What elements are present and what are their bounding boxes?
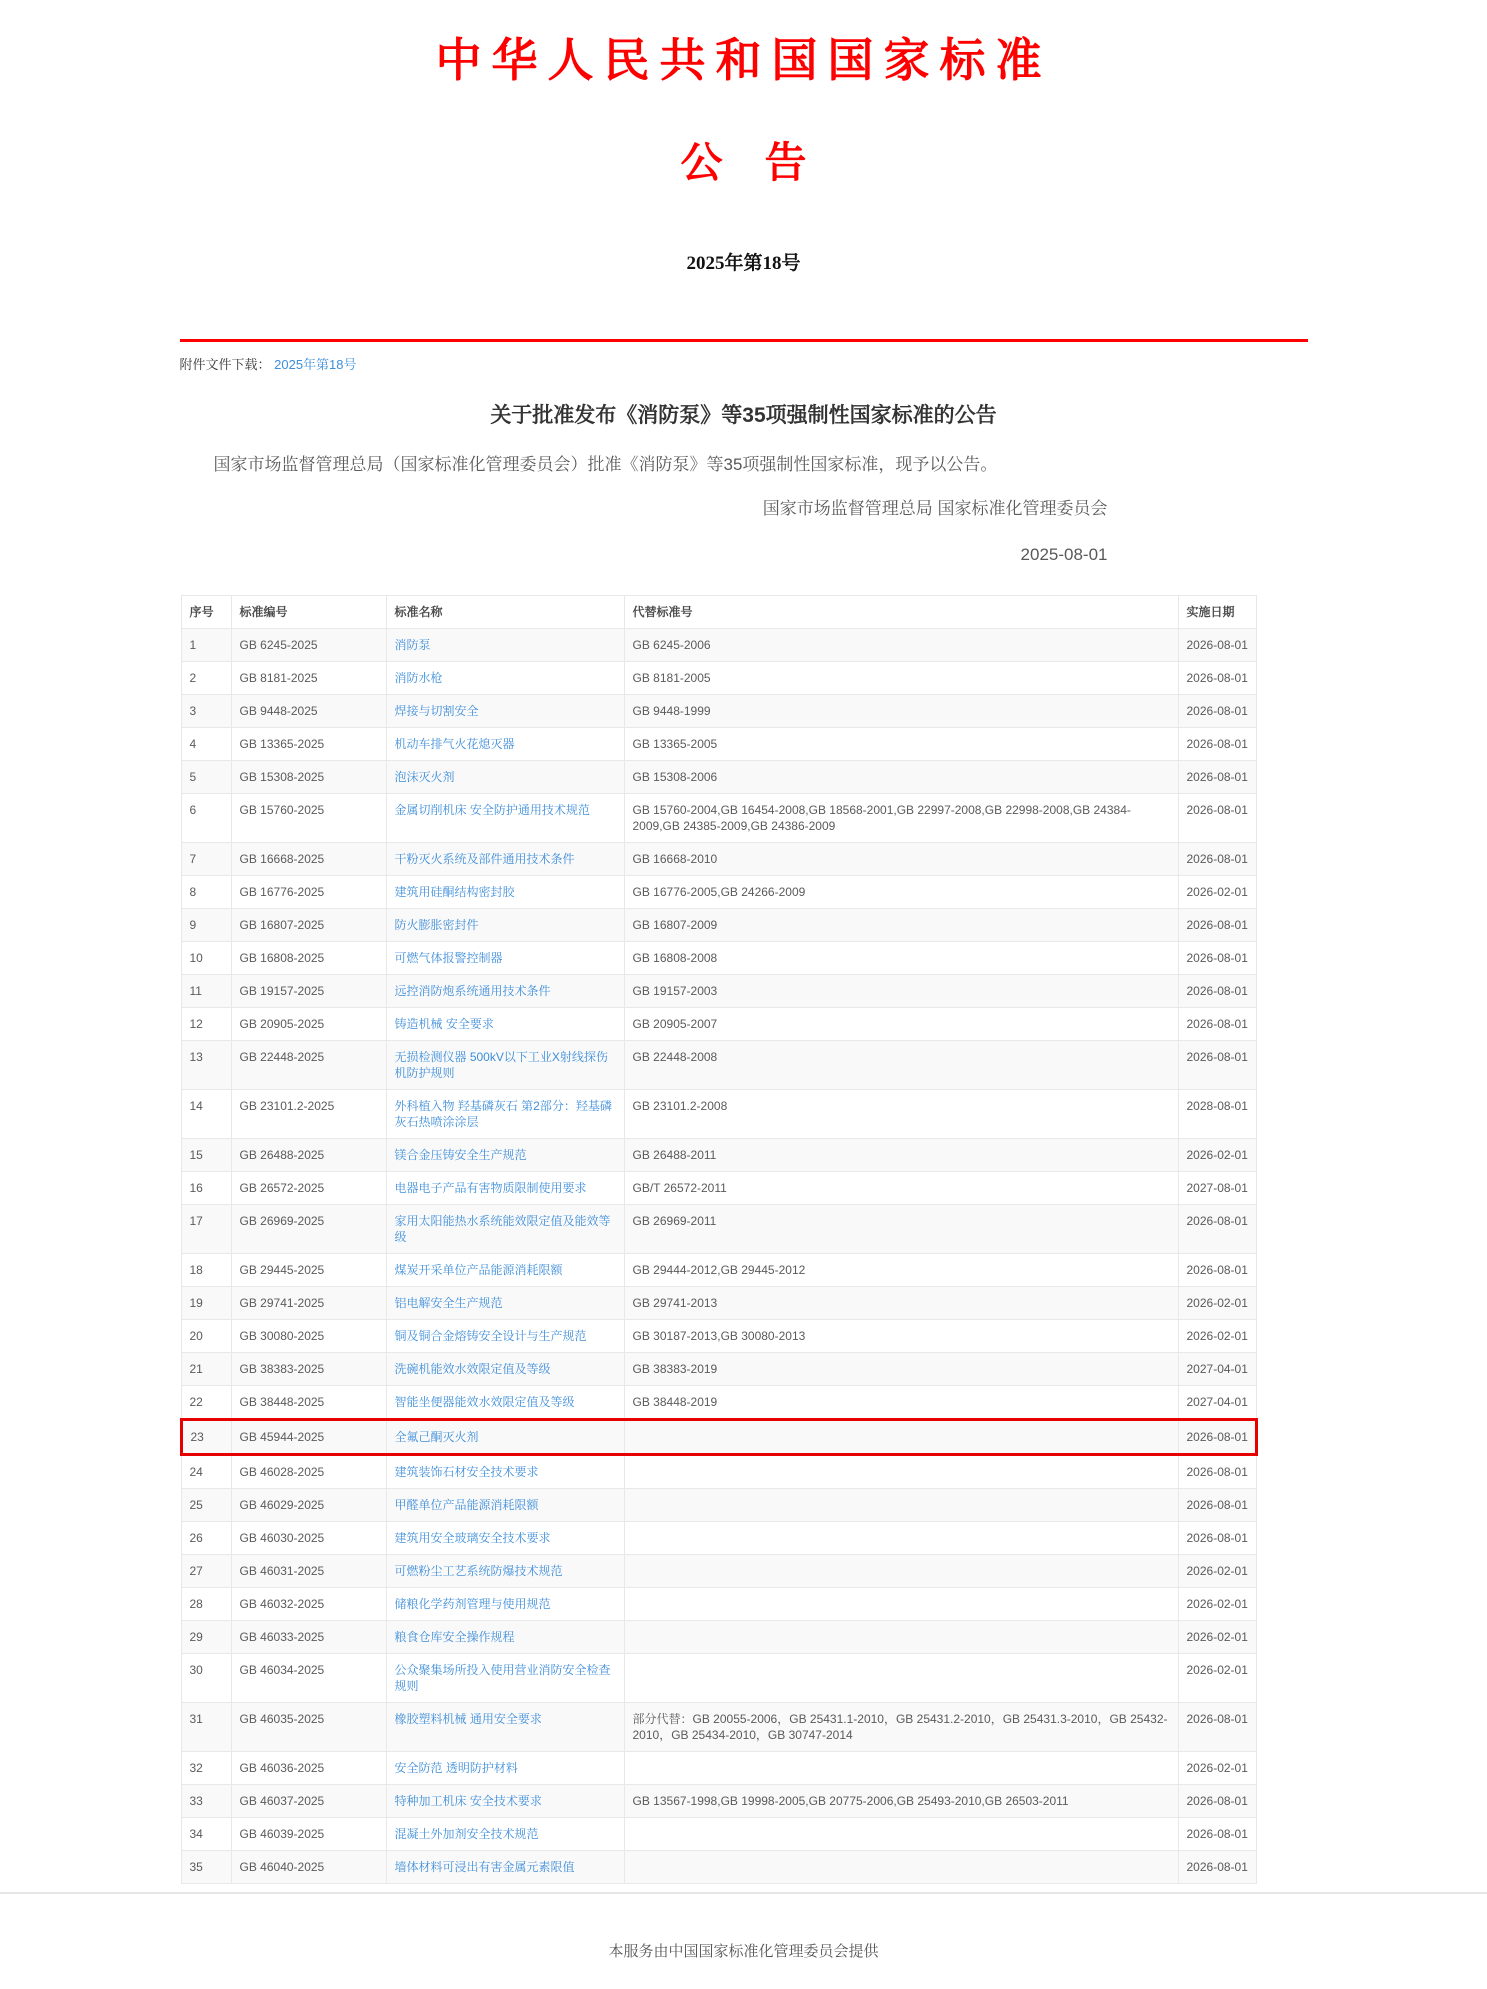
cell-seq: 17	[181, 1205, 231, 1254]
standard-name-link[interactable]: 铜及铜合金熔铸安全设计与生产规范	[394, 1329, 587, 1344]
cell-replaces: GB 22448-2008	[624, 1041, 1178, 1090]
cell-seq: 23	[181, 1420, 231, 1455]
standard-name-link[interactable]: 镁合金压铸安全生产规范	[394, 1148, 527, 1163]
cell-seq: 3	[181, 695, 231, 728]
cell-seq: 27	[181, 1555, 231, 1588]
cell-name	[386, 629, 624, 662]
cell-replaces: 部分代替：GB 20055-2006，GB 25431.1-2010，GB 25431.2-2010，GB 25431.3-2010，GB 25432-2010，GB 25434-2010，GB 30747-2014	[624, 1703, 1178, 1752]
cell-seq: 21	[181, 1353, 231, 1386]
cell-name	[386, 942, 624, 975]
footer-text: 本服务由中国国家标准化管理委员会提供	[608, 1943, 879, 1961]
cell-date: 2026-08-01	[1178, 1008, 1256, 1041]
cell-replaces: GB 16808-2008	[624, 942, 1178, 975]
cell-replaces	[624, 1621, 1178, 1654]
cell-replaces	[624, 1555, 1178, 1588]
cell-replaces: GB 16776-2005,GB 24266-2009	[624, 876, 1178, 909]
cell-seq: 31	[181, 1703, 231, 1752]
cell-date: 2026-08-01	[1178, 1785, 1256, 1818]
attachment-download-link[interactable]: 2025年第18号	[274, 357, 357, 372]
table-row	[181, 1703, 1256, 1752]
standard-name-link[interactable]: 公众聚集场所投入使用营业消防安全检查规则	[394, 1663, 611, 1694]
standard-name-link[interactable]: 家用太阳能热水系统能效限定值及能效等级	[394, 1214, 611, 1245]
cell-date: 2026-02-01	[1178, 1621, 1256, 1654]
cell-name	[386, 761, 624, 794]
cell-code: GB 15308-2025	[231, 761, 386, 794]
cell-name	[386, 695, 624, 728]
cell-replaces: GB 20905-2007	[624, 1008, 1178, 1041]
standard-name-link[interactable]: 可燃粉尘工艺系统防爆技术规范	[394, 1564, 563, 1579]
cell-replaces	[624, 1455, 1178, 1489]
table-row	[181, 794, 1256, 843]
cell-code: GB 46037-2025	[231, 1785, 386, 1818]
cell-seq: 24	[181, 1455, 231, 1489]
cell-seq: 8	[181, 876, 231, 909]
cell-name	[386, 1522, 624, 1555]
cell-name	[386, 1588, 624, 1621]
table-row	[181, 1041, 1256, 1090]
cell-code: GB 30080-2025	[231, 1320, 386, 1353]
cell-replaces	[624, 1654, 1178, 1703]
cell-name	[386, 1205, 624, 1254]
cell-date: 2026-08-01	[1178, 761, 1256, 794]
cell-seq: 18	[181, 1254, 231, 1287]
table-row	[181, 1752, 1256, 1785]
cell-date: 2026-02-01	[1178, 876, 1256, 909]
cell-code: GB 38383-2025	[231, 1353, 386, 1386]
standard-name-link[interactable]: 铸造机械 安全要求	[394, 1017, 494, 1032]
cell-name	[386, 1489, 624, 1522]
cell-date: 2026-08-01	[1178, 1851, 1256, 1884]
cell-code: GB 19157-2025	[231, 975, 386, 1008]
standard-name-link[interactable]: 干粉灭火系统及部件通用技术条件	[394, 852, 575, 867]
table-row	[181, 1588, 1256, 1621]
cell-replaces: GB 26969-2011	[624, 1205, 1178, 1254]
cell-date: 2026-08-01	[1178, 1254, 1256, 1287]
table-row	[181, 1320, 1256, 1353]
cell-name	[386, 975, 624, 1008]
cell-date: 2026-08-01	[1178, 1420, 1256, 1455]
cell-name	[386, 1008, 624, 1041]
header-seq: 序号	[181, 596, 231, 629]
cell-date: 2026-08-01	[1178, 909, 1256, 942]
cell-date: 2026-08-01	[1178, 662, 1256, 695]
cell-code: GB 8181-2025	[231, 662, 386, 695]
cell-date: 2026-08-01	[1178, 843, 1256, 876]
cell-date: 2027-04-01	[1178, 1353, 1256, 1386]
cell-code: GB 16776-2025	[231, 876, 386, 909]
standard-name-link[interactable]: 消防泵	[394, 638, 431, 653]
cell-replaces	[624, 1851, 1178, 1884]
cell-date: 2026-02-01	[1178, 1139, 1256, 1172]
standard-name-link[interactable]: 洗碗机能效水效限定值及等级	[394, 1362, 551, 1377]
cell-date: 2026-08-01	[1178, 942, 1256, 975]
table-row	[181, 1818, 1256, 1851]
standards-table-body	[181, 629, 1256, 1884]
cell-date: 2026-02-01	[1178, 1752, 1256, 1785]
cell-replaces: GB 29741-2013	[624, 1287, 1178, 1320]
cell-replaces	[624, 1588, 1178, 1621]
cell-date: 2026-08-01	[1178, 794, 1256, 843]
cell-seq: 30	[181, 1654, 231, 1703]
cell-date: 2026-08-01	[1178, 1522, 1256, 1555]
cell-seq: 6	[181, 794, 231, 843]
cell-code: GB 46031-2025	[231, 1555, 386, 1588]
header-date: 实施日期	[1178, 596, 1256, 629]
cell-seq: 7	[181, 843, 231, 876]
cell-seq: 33	[181, 1785, 231, 1818]
cell-seq: 14	[181, 1090, 231, 1139]
cell-replaces	[624, 1752, 1178, 1785]
cell-seq: 19	[181, 1287, 231, 1320]
cell-replaces	[624, 1420, 1178, 1455]
cell-seq: 32	[181, 1752, 231, 1785]
cell-replaces: GB 38448-2019	[624, 1386, 1178, 1420]
cell-code: GB 26969-2025	[231, 1205, 386, 1254]
table-row	[181, 662, 1256, 695]
table-row	[181, 1654, 1256, 1703]
cell-name	[386, 1654, 624, 1703]
standard-name-link[interactable]: 无损检测仪器 500kV以下工业X射线探伤机防护规则	[394, 1050, 608, 1081]
table-row	[181, 1353, 1256, 1386]
page-title: 中华人民共和国国家标准	[435, 35, 1052, 86]
standard-name-link[interactable]: 建筑用硅酮结构密封胶	[394, 885, 515, 900]
cell-name	[386, 1090, 624, 1139]
cell-date: 2026-08-01	[1178, 1455, 1256, 1489]
cell-seq: 5	[181, 761, 231, 794]
cell-code: GB 46029-2025	[231, 1489, 386, 1522]
cell-code: GB 29445-2025	[231, 1254, 386, 1287]
notice-body: 国家市场监督管理总局（国家标准化管理委员会）批准《消防泵》等35项强制性国家标准，现予以公告。	[213, 455, 998, 474]
cell-name	[386, 1455, 624, 1489]
cell-name	[386, 1254, 624, 1287]
standard-name-link[interactable]: 机动车排气火花熄灭器	[394, 737, 515, 752]
table-row	[181, 1851, 1256, 1884]
cell-code: GB 46030-2025	[231, 1522, 386, 1555]
cell-replaces: GB 29444-2012,GB 29445-2012	[624, 1254, 1178, 1287]
cell-replaces: GB 13365-2005	[624, 728, 1178, 761]
cell-code: GB 46035-2025	[231, 1703, 386, 1752]
cell-replaces	[624, 1522, 1178, 1555]
cell-date: 2026-08-01	[1178, 629, 1256, 662]
cell-name	[386, 1703, 624, 1752]
cell-seq: 26	[181, 1522, 231, 1555]
table-row	[181, 1522, 1256, 1555]
cell-name	[386, 843, 624, 876]
cell-seq: 16	[181, 1172, 231, 1205]
cell-date: 2026-08-01	[1178, 1041, 1256, 1090]
cell-seq: 25	[181, 1489, 231, 1522]
cell-name	[386, 794, 624, 843]
table-row	[181, 1785, 1256, 1818]
cell-name	[386, 1621, 624, 1654]
cell-date: 2026-08-01	[1178, 1703, 1256, 1752]
publish-date: 2025-08-01	[1020, 545, 1108, 565]
table-row	[181, 695, 1256, 728]
table-row	[181, 1455, 1256, 1489]
cell-name	[386, 1555, 624, 1588]
cell-seq: 12	[181, 1008, 231, 1041]
cell-code: GB 20905-2025	[231, 1008, 386, 1041]
cell-date: 2026-02-01	[1178, 1588, 1256, 1621]
cell-date: 2026-08-01	[1178, 975, 1256, 1008]
table-row	[181, 843, 1256, 876]
cell-replaces	[624, 1489, 1178, 1522]
cell-date: 2026-08-01	[1178, 1818, 1256, 1851]
standard-name-link[interactable]: 金属切削机床 安全防护通用技术规范	[394, 803, 590, 818]
cell-code: GB 29741-2025	[231, 1287, 386, 1320]
standard-name-link[interactable]: 铝电解安全生产规范	[394, 1296, 503, 1311]
standard-name-link[interactable]: 建筑装饰石材安全技术要求	[394, 1465, 539, 1480]
cell-seq: 10	[181, 942, 231, 975]
standard-name-link[interactable]: 远控消防炮系统通用技术条件	[394, 984, 551, 999]
cell-name	[386, 876, 624, 909]
standard-name-link[interactable]: 防火膨胀密封件	[394, 918, 479, 933]
table-row	[181, 1386, 1256, 1420]
cell-name	[386, 909, 624, 942]
cell-seq: 1	[181, 629, 231, 662]
cell-code: GB 26572-2025	[231, 1172, 386, 1205]
cell-code: GB 46033-2025	[231, 1621, 386, 1654]
cell-replaces: GB 13567-1998,GB 19998-2005,GB 20775-2006,GB 25493-2010,GB 26503-2011	[624, 1785, 1178, 1818]
table-row	[181, 909, 1256, 942]
cell-name	[386, 1320, 624, 1353]
standard-name-link[interactable]: 外科植入物 羟基磷灰石 第2部分：羟基磷灰石热喷涂涂层	[394, 1099, 612, 1130]
attachment-label: 附件文件下载：	[179, 357, 271, 372]
cell-replaces: GB 9448-1999	[624, 695, 1178, 728]
cell-code: GB 16808-2025	[231, 942, 386, 975]
attachment-row	[180, 354, 1308, 373]
table-row	[181, 1090, 1256, 1139]
cell-code: GB 46034-2025	[231, 1654, 386, 1703]
table-row	[181, 728, 1256, 761]
cell-seq: 9	[181, 909, 231, 942]
cell-date: 2027-08-01	[1178, 1172, 1256, 1205]
cell-code: GB 16668-2025	[231, 843, 386, 876]
cell-replaces: GB 16807-2009	[624, 909, 1178, 942]
standard-name-link[interactable]: 电器电子产品有害物质限制使用要求	[394, 1181, 587, 1196]
table-row	[181, 1555, 1256, 1588]
table-row	[181, 1621, 1256, 1654]
table-row	[181, 1172, 1256, 1205]
cell-code: GB 15760-2025	[231, 794, 386, 843]
table-row	[181, 1287, 1256, 1320]
cell-replaces: GB 26488-2011	[624, 1139, 1178, 1172]
cell-date: 2028-08-01	[1178, 1090, 1256, 1139]
cell-seq: 35	[181, 1851, 231, 1884]
cell-date: 2026-02-01	[1178, 1555, 1256, 1588]
table-row	[181, 1008, 1256, 1041]
standard-name-link[interactable]: 安全防范 透明防护材料	[394, 1761, 518, 1776]
cell-replaces: GB 23101.2-2008	[624, 1090, 1178, 1139]
cell-seq: 15	[181, 1139, 231, 1172]
header-replaces: 代替标准号	[624, 596, 1178, 629]
standard-name-link[interactable]: 全氟己酮灭火剂	[394, 1430, 479, 1445]
cell-replaces: GB 15760-2004,GB 16454-2008,GB 18568-2001,GB 22997-2008,GB 22998-2008,GB 24384-2009,GB 24385-2009,GB 24386-2009	[624, 794, 1178, 843]
standard-name-link[interactable]: 可燃气体报警控制器	[394, 951, 503, 966]
table-row	[181, 629, 1256, 662]
cell-replaces: GB 30187-2013,GB 30080-2013	[624, 1320, 1178, 1353]
cell-date: 2026-02-01	[1178, 1287, 1256, 1320]
standard-name-link[interactable]: 特种加工机床 安全技术要求	[394, 1794, 542, 1809]
cell-name	[386, 1041, 624, 1090]
table-header-row	[181, 596, 1256, 629]
standard-name-link[interactable]: 消防水枪	[394, 671, 443, 686]
cell-code: GB 46039-2025	[231, 1818, 386, 1851]
cell-replaces: GB/T 26572-2011	[624, 1172, 1178, 1205]
cell-code: GB 26488-2025	[231, 1139, 386, 1172]
cell-date: 2026-08-01	[1178, 1205, 1256, 1254]
standard-name-link[interactable]: 建筑用安全玻璃安全技术要求	[394, 1531, 551, 1546]
red-divider	[180, 339, 1308, 342]
standard-name-link[interactable]: 混凝土外加剂安全技术规范	[394, 1827, 539, 1842]
cell-name	[386, 1172, 624, 1205]
cell-seq: 29	[181, 1621, 231, 1654]
standard-name-link[interactable]: 智能坐便器能效水效限定值及等级	[394, 1395, 575, 1410]
cell-name	[386, 728, 624, 761]
cell-name	[386, 1353, 624, 1386]
cell-seq: 20	[181, 1320, 231, 1353]
table-row	[181, 1139, 1256, 1172]
cell-name	[386, 1818, 624, 1851]
cell-name	[386, 1386, 624, 1420]
signature: 国家市场监督管理总局 国家标准化管理委员会	[762, 499, 1108, 519]
issue-number: 2025年第18号	[686, 253, 801, 274]
cell-code: GB 23101.2-2025	[231, 1090, 386, 1139]
cell-code: GB 46036-2025	[231, 1752, 386, 1785]
cell-replaces: GB 19157-2003	[624, 975, 1178, 1008]
header-name: 标准名称	[386, 596, 624, 629]
standard-name-link[interactable]: 墙体材料可浸出有害金属元素限值	[394, 1860, 575, 1875]
cell-seq: 13	[181, 1041, 231, 1090]
page-divider	[0, 1892, 1487, 1894]
cell-code: GB 6245-2025	[231, 629, 386, 662]
table-row	[181, 1254, 1256, 1287]
standard-name-link[interactable]: 甲醛单位产品能源消耗限额	[394, 1498, 539, 1513]
cell-date: 2026-08-01	[1178, 1489, 1256, 1522]
table-row	[181, 761, 1256, 794]
cell-seq: 22	[181, 1386, 231, 1420]
cell-seq: 28	[181, 1588, 231, 1621]
cell-seq: 2	[181, 662, 231, 695]
cell-replaces: GB 8181-2005	[624, 662, 1178, 695]
cell-replaces	[624, 1818, 1178, 1851]
table-row	[181, 1489, 1256, 1522]
table-row	[181, 975, 1256, 1008]
cell-replaces: GB 6245-2006	[624, 629, 1178, 662]
cell-date: 2026-02-01	[1178, 1654, 1256, 1703]
cell-date: 2026-08-01	[1178, 695, 1256, 728]
announcement-subtitle: 公 告	[680, 141, 807, 187]
standard-name-link[interactable]: 粮食仓库安全操作规程	[394, 1630, 515, 1645]
cell-code: GB 9448-2025	[231, 695, 386, 728]
cell-name	[386, 1785, 624, 1818]
cell-date: 2027-04-01	[1178, 1386, 1256, 1420]
table-row	[181, 942, 1256, 975]
notice-title: 关于批准发布《消防泵》等35项强制性国家标准的公告	[490, 404, 997, 427]
cell-code: GB 46040-2025	[231, 1851, 386, 1884]
standard-name-link[interactable]: 橡胶塑料机械 通用安全要求	[394, 1712, 542, 1727]
cell-code: GB 16807-2025	[231, 909, 386, 942]
cell-seq: 4	[181, 728, 231, 761]
header-code: 标准编号	[231, 596, 386, 629]
cell-name	[386, 662, 624, 695]
standard-name-link[interactable]: 储粮化学药剂管理与使用规范	[394, 1597, 551, 1612]
standard-name-link[interactable]: 泡沫灭火剂	[394, 770, 455, 785]
standards-table	[180, 595, 1258, 1884]
cell-name	[386, 1420, 624, 1455]
cell-seq: 11	[181, 975, 231, 1008]
cell-date: 2026-02-01	[1178, 1320, 1256, 1353]
cell-name	[386, 1139, 624, 1172]
table-row	[181, 1205, 1256, 1254]
cell-name	[386, 1287, 624, 1320]
cell-code: GB 46032-2025	[231, 1588, 386, 1621]
cell-name	[386, 1752, 624, 1785]
cell-code: GB 22448-2025	[231, 1041, 386, 1090]
cell-replaces: GB 15308-2006	[624, 761, 1178, 794]
standard-name-link[interactable]: 焊接与切割安全	[394, 704, 479, 719]
table-row	[181, 876, 1256, 909]
cell-code: GB 38448-2025	[231, 1386, 386, 1420]
standard-name-link[interactable]: 煤炭开采单位产品能源消耗限额	[394, 1263, 563, 1278]
cell-replaces: GB 38383-2019	[624, 1353, 1178, 1386]
cell-name	[386, 1851, 624, 1884]
cell-seq: 34	[181, 1818, 231, 1851]
cell-date: 2026-08-01	[1178, 728, 1256, 761]
table-row	[181, 1420, 1256, 1455]
cell-code: GB 45944-2025	[231, 1420, 386, 1455]
document-container	[180, 24, 1308, 1884]
cell-replaces: GB 16668-2010	[624, 843, 1178, 876]
cell-code: GB 13365-2025	[231, 728, 386, 761]
cell-code: GB 46028-2025	[231, 1455, 386, 1489]
